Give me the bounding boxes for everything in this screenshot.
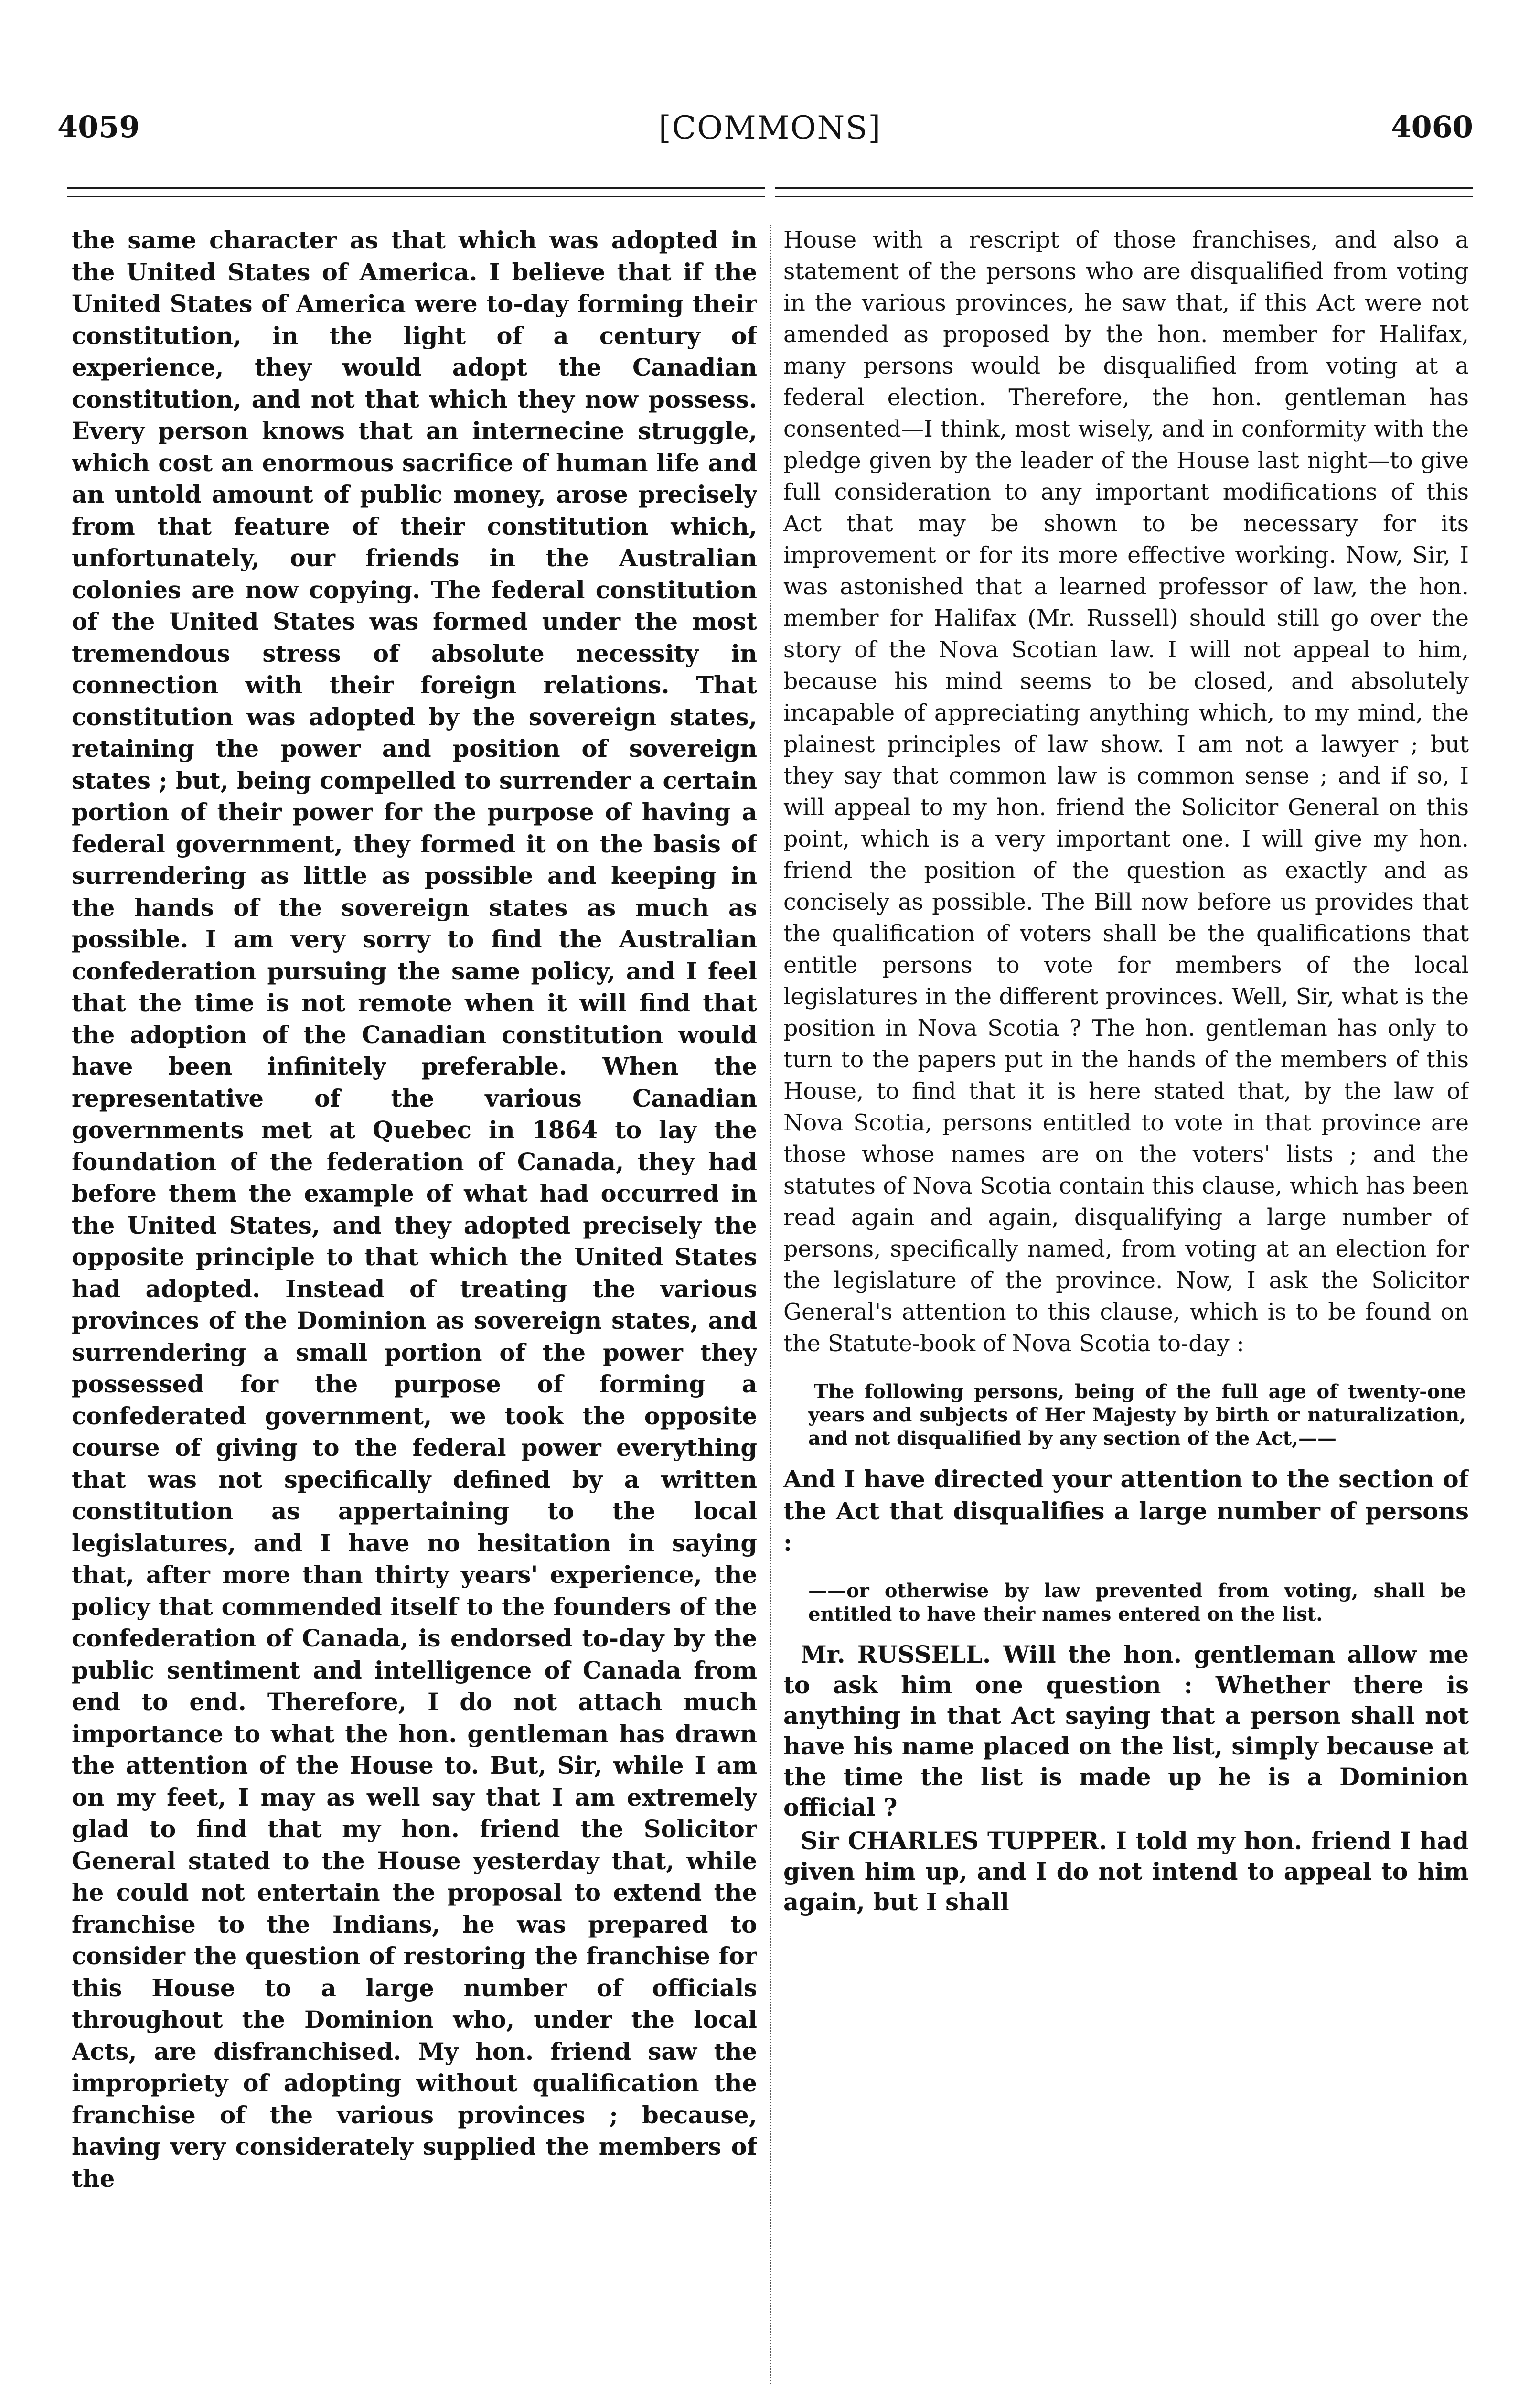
column-divider [770, 225, 771, 2384]
header-rule-left-bottom [67, 196, 765, 197]
statute-quote-2: ——or otherwise by law prevented from voting, shall be entitled to have their names entered on the list. [808, 1579, 1466, 1625]
page-number-right: 4060 [1390, 109, 1473, 144]
right-column [783, 225, 1469, 2384]
speech-tupper: Sir CHARLES TUPPER. I told my hon. friend I had given him up, and I do not intend to appeal to him again, but I shall [783, 1827, 1469, 1916]
statute-quote-1: The following persons, being of the full age of twenty-one years and subjects of Her Majesty by birth or naturalization, and not disqualified by any section of the Act,—— [808, 1380, 1466, 1450]
left-column-text: the same character as that which was adopted in the United States of America. I believe that if the United States of America were to-day forming their constitution, in the light of a century of experience, they would adopt the Canadian constitution, and not that which they now possess. Every person knows that an internecine struggle, which cost an enormous sacrifice of human life and an untold amount of public money, arose precisely from that feature of their constitution which, unfortunately, our friends in the Australian colonies are now copying. The federal constitution of the United States was formed under the most tremendous stress of absolute necessity in connection with their foreign relations. That constitution was adopted by the sovereign states, retaining the power and position of sovereign states ; but, being compelled to surrender a certain portion of their power for the purpose of having a federal government, they formed it on the basis of surrendering as little as possible and keeping in the hands of the sovereign states as much as possible. I am very sorry to find the Australian confederation pursuing the same policy, and I feel that the time is not remote when it will find that the adoption of the Canadian constitution would have been infinitely preferable. When the representative of the various Canadian governments met at Quebec in 1864 to lay the foundation of the federation of Canada, they had before them the example of what had occurred in the United States, and they adopted precisely the opposite principle to that which the United States had adopted. Instead of treating the various provinces of the Dominion as sovereign states, and surrendering a small portion of the power they possessed for the purpose of forming a confederated government, we took the opposite course of giving to the federal power everything that was not specifically defined by a written constitution as appertaining to the local legislatures, and I have no hesitation in saying that, after more than thirty years' experience, the policy that commended itself to the founders of the confederation of Canada, is endorsed to-day by the public sentiment and intelligence of Canada from end to end. Therefore, I do not attach much importance to what the hon. gentleman has drawn the attention of the House to. But, Sir, while I am on my feet, I may as well say that I am extremely glad to find that my hon. friend the Solicitor General stated to the House yesterday that, while he could not entertain the proposal to extend the franchise to the Indians, he was prepared to consider the question of restoring the franchise for this House to a large number of officials throughout the Dominion who, under the local Acts, are disfranchised. My hon. friend saw the impropriety of adopting without qualification the franchise of the various provinces ; because, having very considerately supplied the members of the [72, 226, 757, 2193]
running-title: [COMMONS] [658, 109, 882, 146]
right-paragraph-2: And I have directed your attention to the section of the Act that disqualifies a large number of persons : [783, 1465, 1469, 1557]
right-paragraph-1: House with a rescript of those franchises, and also a statement of the persons who are disqualified from voting in the various provinces, he saw that, if this Act were not amended as proposed by the hon. member for Halifax, many persons would be disqualified from voting at a federal election. Therefore, the hon. gentleman has consented—I think, most wisely, and in conformity with the pledge given by the leader of the House last night—to give full consideration to any important modifications of this Act that may be shown to be necessary for its improvement or for its more effective working. Now, Sir, I was astonished that a learned professor of law, the hon. member for Halifax (Mr. Russell) should still go over the story of the Nova Scotian law. I will not appeal to him, because his mind seems to be closed, and absolutely incapable of appreciating anything which, to my mind, the plainest principles of law show. I am not a lawyer ; but they say that common law is common sense ; and if so, I will appeal to my hon. friend the Solicitor General on this point, which is a very important one. I will give my hon. friend the position of the question as exactly and as concisely as possible. The Bill now before us provides that the qualification of voters shall be the qualifications that entitle persons to vote for members of the local legislatures in the different provinces. Well, Sir, what is the position in Nova Scotia ? The hon. gentleman has only to turn to the papers put in the hands of the members of this House, to find that it is here stated that, by the law of Nova Scotia, persons entitled to vote in that province are those whose names are on the voters' lists ; and the statutes of Nova Scotia contain this clause, which has been read again and again, disqualifying a large number of persons, specifically named, from voting at an election for the legislature of the province. Now, I ask the Solicitor General's attention to this clause, which is to be found on the Statute-book of Nova Scotia to-day : [783, 227, 1469, 1357]
speech-russell: Mr. RUSSELL. Will the hon. gentleman allow me to ask him one question : Whether there is anything in that Act saying that a person shall not have his name placed on the list, simply because at the time the list is made up he is a Dominion official ? [783, 1640, 1469, 1821]
header-rule-left-top [67, 187, 765, 189]
page-number-left: 4059 [57, 109, 140, 144]
header-rule-right-top [775, 187, 1473, 189]
left-column [72, 225, 757, 2384]
header-rule-right-bottom [775, 196, 1473, 197]
